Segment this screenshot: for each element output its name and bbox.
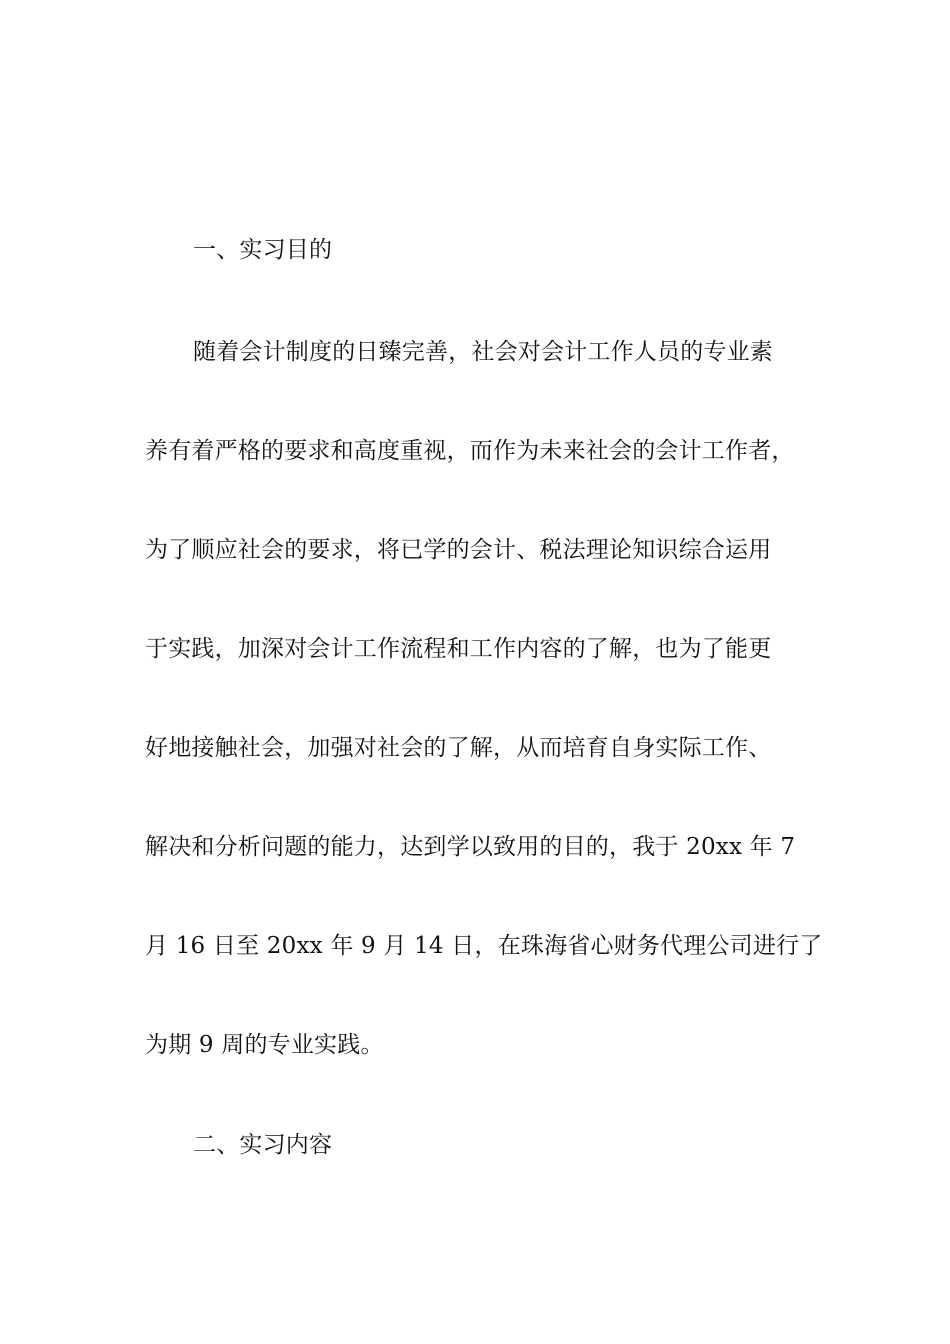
paragraph-line: 月 16 日至 20xx 年 9 月 14 日，在珠海省心财务代理公司进行了 [145,933,823,959]
paragraph-line: 好地接触社会，加强对社会的了解，从而培育自身实际工作、 [145,735,772,761]
paragraph-line: 于实践，加深对会计工作流程和工作内容的了解，也为了能更 [145,636,772,662]
paragraph-line: 为期 9 周的专业实践。 [145,1032,384,1058]
paragraph-line: 为了顺应社会的要求，将已学的会计、税法理论知识综合运用 [145,537,772,563]
section-heading-internship-purpose: 一、实习目的 [193,237,333,263]
paragraph-line: 解决和分析问题的能力，达到学以致用的目的，我于 20xx 年 7 [145,834,796,860]
paragraph-line: 养有着严格的要求和高度重视，而作为未来社会的会计工作者， [145,438,795,464]
section-heading-internship-content: 二、实习内容 [193,1132,333,1158]
paragraph-line: 随着会计制度的日臻完善，社会对会计工作人员的专业素 [193,339,773,365]
